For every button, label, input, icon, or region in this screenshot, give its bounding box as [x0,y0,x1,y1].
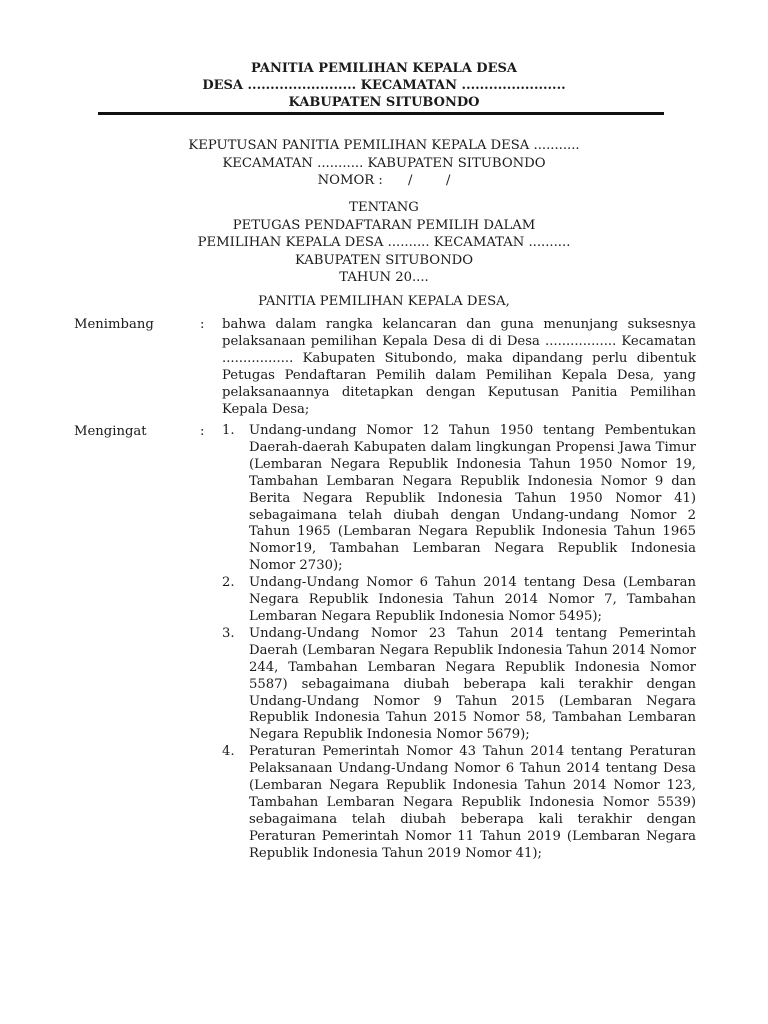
mengingat-item-text: Undang-Undang Nomor 23 Tahun 2014 tentang Pemerintah Daerah (Lembaran Negara Republik Indonesia Tahun 2014 Nomor 244, Tambahan Lembaran Negara Republik Indonesia Nomor 5587) sebagaimana diubah beberapa kali terakhir dengan Undang-Undang Nomor 9 Tahun 2015 (Lembaran Negara Republik Indonesia Tahun 2015 Nomor 58, Tambahan Lembaran Negara Republik Indonesia Nomor 5679); [249,625,696,743]
letterhead-village-district: DESA ........................ KECAMATAN ....................... [202,78,566,93]
subject-line3: KABUPATEN SITUBONDO [294,252,474,268]
menimbang-text: bahwa dalam rangka kelancaran dan guna menunjang suksesnya pelaksanaan pemilihan Kepala Desa di di Desa ................. Kecamatan ................. Kabupaten Situbondo, maka dipandang perlu dibentuk Petugas Pendaftaran Pemilih dalam Pemilihan Kepala Desa, yang pelaksanaannya ditetapkan dengan Keputusan Panitia Pemilihan Kepala Desa; [222,317,696,417]
decree-title-line2: KECAMATAN ........... KABUPATEN SITUBONDO [222,155,546,171]
decree-title [98,137,670,190]
subject-line1: PETUGAS PENDAFTARAN PEMILIH DALAM [232,217,536,233]
mengingat-label: Mengingat [74,424,147,439]
mengingat-item-text: Undang-undang Nomor 12 Tahun 1950 tentang Pembentukan Daerah-daerah Kabupaten dalam lingkungan Propensi Jawa Timur (Lembaran Negara Republik Indonesia Tahun 1950 Nomor 19, Tambahan Lembaran Negara Republik Indonesia Nomor 9 dan Berita Negara Republik Indonesia Tahun 1950 Nomor 41) sebagaimana telah diubah dengan Undang-undang Nomor 2 Tahun 1965 (Lembaran Negara Republik Indonesia Tahun 1965 Nomor19, Tambahan Lembaran Negara Republik Indonesia Nomor 2730); [249,423,696,574]
mengingat-item-number: 1. [222,423,235,438]
mengingat-list [222,423,696,863]
subject-line2: PEMILIHAN KEPALA DESA .......... KECAMATAN .......... [197,235,571,250]
mengingat-colon: : [200,424,205,439]
decree-subject [98,199,670,287]
letterhead [98,60,670,111]
letterhead-regency: KABUPATEN SITUBONDO [288,95,480,110]
letterhead-committee: PANITIA PEMILIHAN KEPALA DESA [251,61,517,76]
subject-label: TENTANG [349,200,419,215]
mengingat-item [222,575,696,626]
mengingat-item [222,626,696,744]
letterhead-rule [98,112,664,115]
menimbang-colon: : [200,317,205,332]
subject-line4: TAHUN 20.... [339,270,429,285]
menimbang-label: Menimbang [74,317,154,332]
decree-number: NOMOR : / / [317,173,451,188]
mengingat-item-number: 2. [222,575,235,591]
decree-title-line1: KEPUTUSAN PANITIA PEMILIHAN KEPALA DESA ........... [188,138,580,153]
mengingat-item-text: Peraturan Pemerintah Nomor 43 Tahun 2014 tentang Peraturan Pelaksanaan Undang-Undang Nomor 6 Tahun 2014 tentang Desa (Lembaran Negara Republik Indonesia Tahun 2014 Nomor 123, Tambahan Lembaran Negara Republik Indonesia Nomor 5539) sebagaimana telah diubah beberapa kali terakhir dengan Peraturan Pemerintah Nomor 11 Tahun 2019 (Lembaran Negara Republik Indonesia Tahun 2019 Nomor 41); [249,744,696,861]
mengingat-item-number: 4. [222,744,235,760]
mengingat-item-number: 3. [222,625,235,641]
mengingat-item [222,744,696,862]
mengingat-item [222,423,696,575]
issuer-line: PANITIA PEMILIHAN KEPALA DESA, [258,294,510,309]
mengingat-item-text: Undang-Undang Nomor 6 Tahun 2014 tentang Desa (Lembaran Negara Republik Indonesia Tahun 2014 Nomor 7, Tambahan Lembaran Negara Republik Indonesia Nomor 5495); [249,575,696,624]
